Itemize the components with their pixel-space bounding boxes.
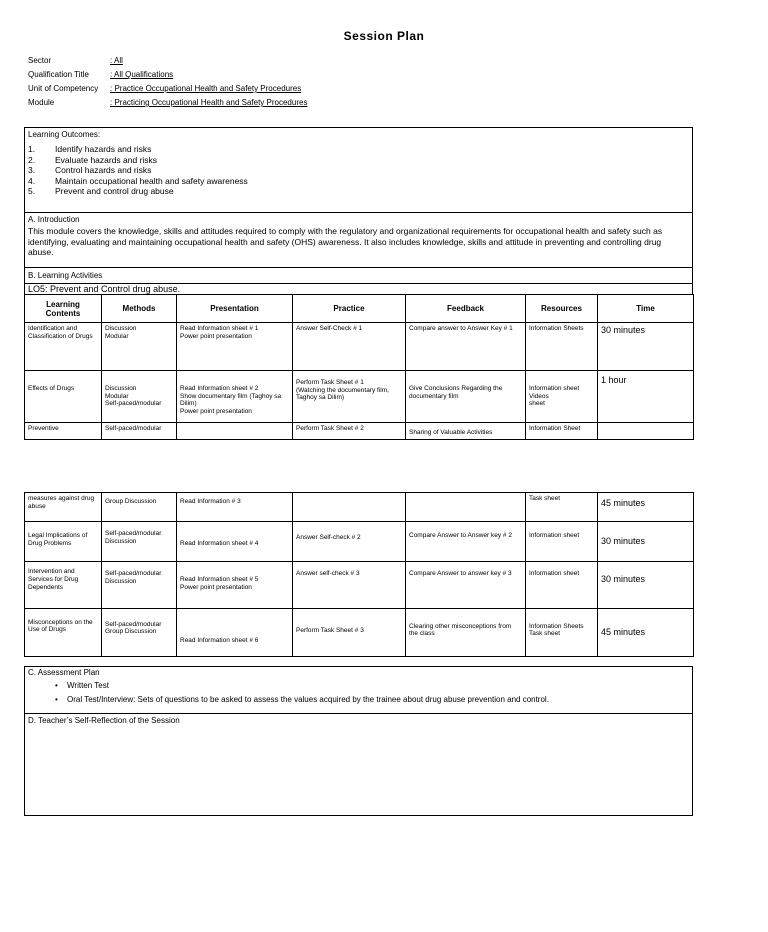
cell-presentation: Read Information sheet # 1 Power point presentation	[177, 323, 293, 371]
learning-outcome-item: 1. Identify hazards and risks	[28, 144, 152, 154]
cell-methods: Discussion Modular Self-paced/modular	[102, 371, 177, 423]
assessment-list	[25, 679, 692, 707]
cell-presentation	[177, 423, 293, 440]
meta-key: Sector	[28, 56, 52, 65]
learning-outcome-item: 2. Evaluate hazards and risks	[28, 154, 158, 165]
cell-resources: Information sheet Videos sheet	[526, 371, 598, 423]
learning-activities-heading: B. Learning Activities	[28, 271, 103, 280]
column-header: Presentation	[177, 295, 293, 323]
column-header: Time	[598, 295, 694, 323]
cell-practice: Perform Task Sheet # 2	[293, 423, 406, 440]
cell-resources: Information sheet	[526, 562, 598, 608]
cell-content: Legal Implications of Drug Problems	[25, 522, 102, 562]
introduction-heading: A. Introduction	[28, 215, 80, 224]
assessment-heading: C. Assessment Plan	[28, 668, 100, 677]
cell-presentation: Read Information sheet # 4	[177, 522, 293, 562]
table-header-row	[25, 295, 694, 323]
learning-outcomes-heading: Learning Outcomes:	[28, 130, 101, 139]
assessment-section	[25, 667, 692, 714]
cell-presentation: Read Information # 3	[177, 493, 293, 522]
cell-methods: Self-paced/modular Group Discussion	[102, 608, 177, 656]
page-title: Session Plan	[343, 29, 425, 43]
cell-content: Intervention and Services for Drug Dependents	[25, 562, 102, 608]
session-box	[24, 127, 693, 295]
cell-practice: Answer Self-check # 2	[293, 522, 406, 562]
learning-outcome-item: 5. Prevent and control drug abuse	[28, 186, 174, 197]
learning-outcomes-section	[25, 128, 692, 213]
introduction-section	[25, 213, 692, 268]
meta-block	[28, 56, 307, 112]
column-header: Learning Contents	[25, 295, 102, 323]
table-row	[25, 371, 694, 423]
cell-resources: Information Sheets	[526, 323, 598, 371]
cell-resources: Information Sheet	[526, 423, 598, 440]
cell-practice: Answer Self-Check # 1	[293, 323, 406, 371]
table-row	[25, 562, 694, 608]
meta-value: : Practicing Occupational Health and Safety Procedures	[110, 98, 308, 107]
cell-time: 45 minutes	[598, 608, 694, 656]
cell-feedback: Compare Answer to answer key # 3	[406, 562, 526, 608]
meta-qualification	[28, 70, 307, 84]
cell-time	[598, 423, 694, 440]
cell-resources: Task sheet	[526, 493, 598, 522]
cell-content: measures against drug abuse	[25, 493, 102, 522]
cell-presentation: Read Information sheet # 2 Show documentary film (Taghoy sa Dilim) Power point presentation	[177, 371, 293, 423]
table-row	[25, 493, 694, 522]
cell-practice: Perform Task Sheet # 3	[293, 608, 406, 656]
cell-time: 30 minutes	[598, 522, 694, 562]
cell-content: Preventive	[25, 423, 102, 440]
cell-methods: Discussion Modular	[102, 323, 177, 371]
assessment-reflection-box	[24, 666, 693, 816]
assessment-item: • Oral Test/Interview: Sets of questions to be asked to assess the values acquired by the trainee about drug abuse prevention and control.	[25, 693, 692, 707]
meta-value: : All	[110, 56, 123, 65]
cell-feedback: Sharing of Valuable Activities	[406, 423, 526, 440]
cell-time: 45 minutes	[598, 493, 694, 522]
cell-methods: Self-paced/modular Discussion	[102, 562, 177, 608]
cell-resources: Information sheet	[526, 522, 598, 562]
cell-feedback: Clearing other misconceptions from the class	[406, 608, 526, 656]
table-row	[25, 323, 694, 371]
meta-key: Module	[28, 98, 55, 107]
cell-methods: Self-paced/modular	[102, 423, 177, 440]
learning-outcome-item: 4. Maintain occupational health and safety awareness	[28, 175, 248, 186]
cell-methods: Self-paced/modular Discussion	[102, 522, 177, 562]
cell-feedback: Compare answer to Answer Key # 1	[406, 323, 526, 371]
lo-label: LO5: Prevent and Control drug abuse.	[24, 283, 693, 295]
cell-feedback: Give Conclusions Regarding the documentary film	[406, 371, 526, 423]
cell-content: Identification and Classification of Drugs	[25, 323, 102, 371]
column-header: Practice	[293, 295, 406, 323]
cell-practice	[293, 493, 406, 522]
meta-key: Qualification Title	[28, 70, 89, 79]
learning-outcome-item: 3. Control hazards and risks	[28, 165, 152, 176]
reflection-heading: D. Teacher’s Self-Reflection of the Session	[28, 716, 180, 725]
meta-key: Unit of Competency	[28, 84, 99, 93]
column-header: Feedback	[406, 295, 526, 323]
cell-practice: Answer self-check # 3	[293, 562, 406, 608]
meta-value: : Practice Occupational Health and Safety Procedures	[110, 84, 302, 93]
table-row	[25, 608, 694, 656]
meta-unit	[28, 84, 307, 98]
cell-presentation: Read Information sheet # 6	[177, 608, 293, 656]
cell-presentation: Read Information sheet # 5 Power point presentation	[177, 562, 293, 608]
activities-table-page1	[24, 294, 694, 440]
cell-feedback	[406, 493, 526, 522]
table-row	[25, 522, 694, 562]
cell-time: 1 hour	[598, 371, 694, 423]
cell-content: Misconceptions on the Use of Drugs	[25, 608, 102, 656]
introduction-text: This module covers the knowledge, skills and attitudes required to comply with the regulatory and organizational requirements for occupational health and safety such as identifying, evaluating and maintaining occupational health and safety (OHS) awareness. It also includes knowledge, skills and attitude in preventing and controlling drug abuse.	[28, 226, 663, 257]
cell-practice: Perform Task Sheet # 1 (Watching the documentary film, Taghoy sa Dilim)	[293, 371, 406, 423]
cell-time: 30 minutes	[598, 323, 694, 371]
cell-content: Effects of Drugs	[25, 371, 102, 423]
table-row	[25, 423, 694, 440]
assessment-item: • Written Test	[25, 679, 692, 693]
cell-methods: Group Discussion	[102, 493, 177, 522]
meta-sector	[28, 56, 307, 70]
cell-time: 30 minutes	[598, 562, 694, 608]
activities-table-page2	[24, 492, 694, 657]
column-header: Resources	[526, 295, 598, 323]
column-header: Methods	[102, 295, 177, 323]
cell-resources: Information Sheets Task sheet	[526, 608, 598, 656]
meta-value: : All Qualifications	[110, 70, 174, 79]
meta-module	[28, 98, 307, 112]
cell-feedback: Compare Answer to Answer key # 2	[406, 522, 526, 562]
